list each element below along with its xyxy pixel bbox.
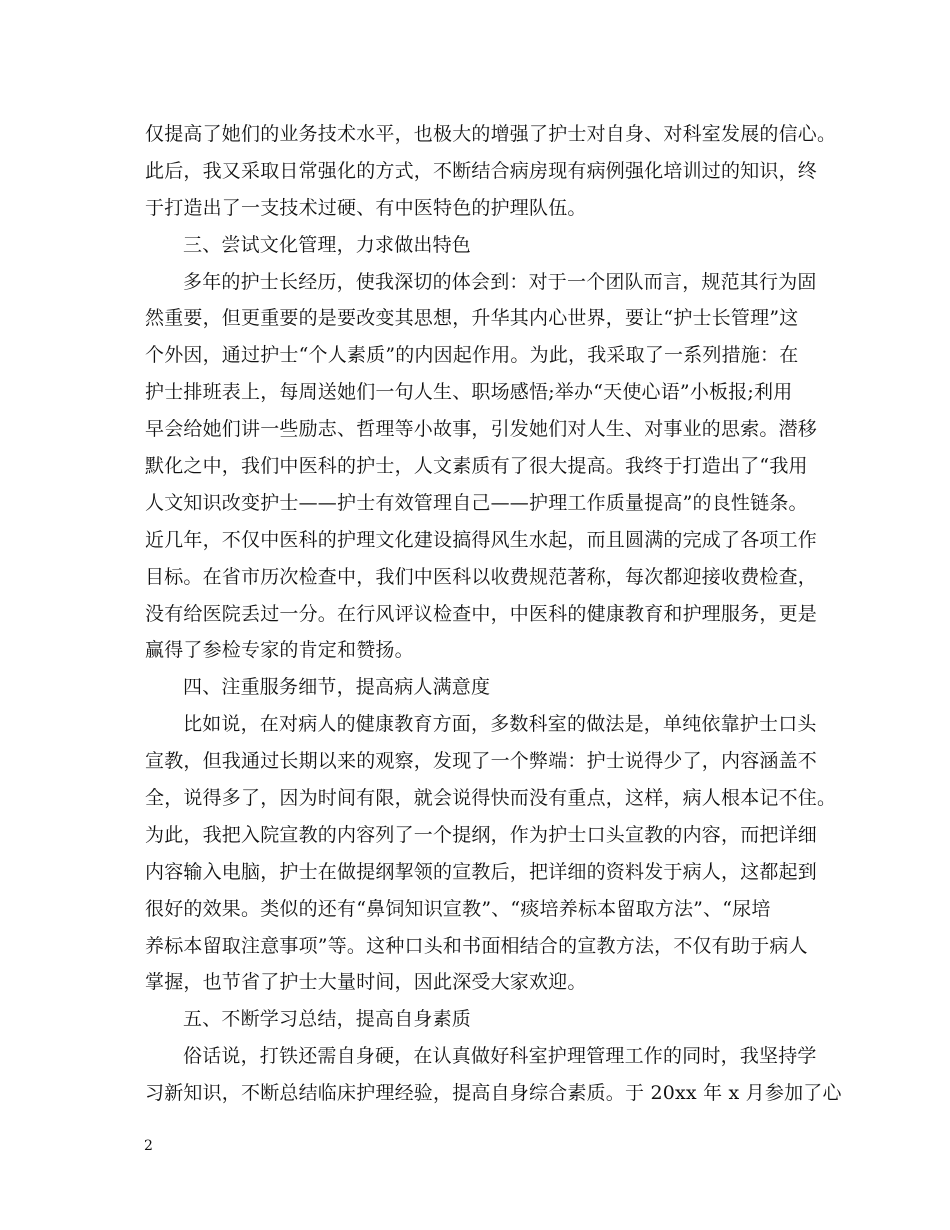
text-line: 为此，我把入院宣教的内容列了一个提纲，作为护士口头宣教的内容，而把详细 <box>145 823 818 846</box>
text-line: 目标。在省市历次检查中，我们中医科以收费规范著称，每次都迎接收费检查， <box>145 565 818 588</box>
text-line: 多年的护士长经历，使我深切的体会到：对于一个团队而言，规范其行为固 <box>183 270 817 293</box>
text-line: 仅提高了她们的业务技术水平，也极大的增强了护士对自身、对科室发展的信心。 <box>145 123 837 145</box>
text-line: 三、尝试文化管理，力求做出特色 <box>183 233 472 256</box>
text-line: 四、注重服务细节，提高病人满意度 <box>183 676 491 699</box>
text-line: 全，说得多了，因为时间有限，就会说得快而没有重点，这样，病人根本记不住。 <box>145 787 837 810</box>
text-line: 很好的效果。类似的还有“鼻饲知识宣教”、“痰培养标本留取方法”、“尿培 <box>145 897 771 920</box>
text-line: 此后，我又采取日常强化的方式，不断结合病房现有病例强化培训过的知识，终 <box>145 159 818 182</box>
text-line: 习新知识，不断总结临床护理经验，提高自身综合素质。于 20xx 年 x 月参加了心 <box>145 1082 842 1105</box>
text-line: 宣教，但我通过长期以来的观察，发现了一个弊端：护士说得少了，内容涵盖不 <box>145 750 818 773</box>
text-line: 个外因，通过护士“个人素质”的内因起作用。为此，我采取了一系列措施：在 <box>145 344 799 367</box>
text-line: 内容输入电脑，护士在做提纲挈领的宣教后，把详细的资料发于病人，这都起到 <box>145 860 818 883</box>
text-line: 没有给医院丢过一分。在行风评议检查中，中医科的健康教育和护理服务，更是 <box>145 602 818 625</box>
text-line: 于打造出了一支技术过硬、有中医特色的护理队伍。 <box>145 196 587 219</box>
text-line: 掌握，也节省了护士大量时间，因此深受大家欢迎。 <box>145 971 587 994</box>
text-line: 五、不断学习总结，提高自身素质 <box>183 1008 472 1031</box>
text-line: 俗话说，打铁还需自身硬，在认真做好科室护理管理工作的同时，我坚持学 <box>183 1045 817 1068</box>
text-line: 早会给她们讲一些励志、哲理等小故事，引发她们对人生、对事业的思索。潜移 <box>145 418 818 441</box>
text-line: 护士排班表上，每周送她们一句人生、职场感悟;举办“天使心语”小板报;利用 <box>145 381 793 404</box>
text-line: 然重要，但更重要的是要改变其思想，升华其内心世界，要让“护士长管理”这 <box>145 307 799 330</box>
text-line: 比如说，在对病人的健康教育方面，多数科室的做法是，单纯依靠护士口头 <box>183 713 817 736</box>
text-line: 养标本留取注意事项”等。这种口头和书面相结合的宣教方法，不仅有助于病人 <box>145 934 808 957</box>
text-line: 近几年，不仅中医科的护理文化建设搞得风生水起，而且圆满的完成了各项工作 <box>145 528 818 551</box>
text-line: 人文知识改变护士——护士有效管理自己——护理工作质量提高”的良性链条。 <box>145 491 808 514</box>
document-body <box>145 116 842 1112</box>
text-line: 赢得了参检专家的肯定和赞扬。 <box>145 639 414 662</box>
text-line: 默化之中，我们中医科的护士，人文素质有了很大提高。我终于打造出了“我用 <box>145 455 808 478</box>
page-number: 2 <box>144 1138 153 1154</box>
